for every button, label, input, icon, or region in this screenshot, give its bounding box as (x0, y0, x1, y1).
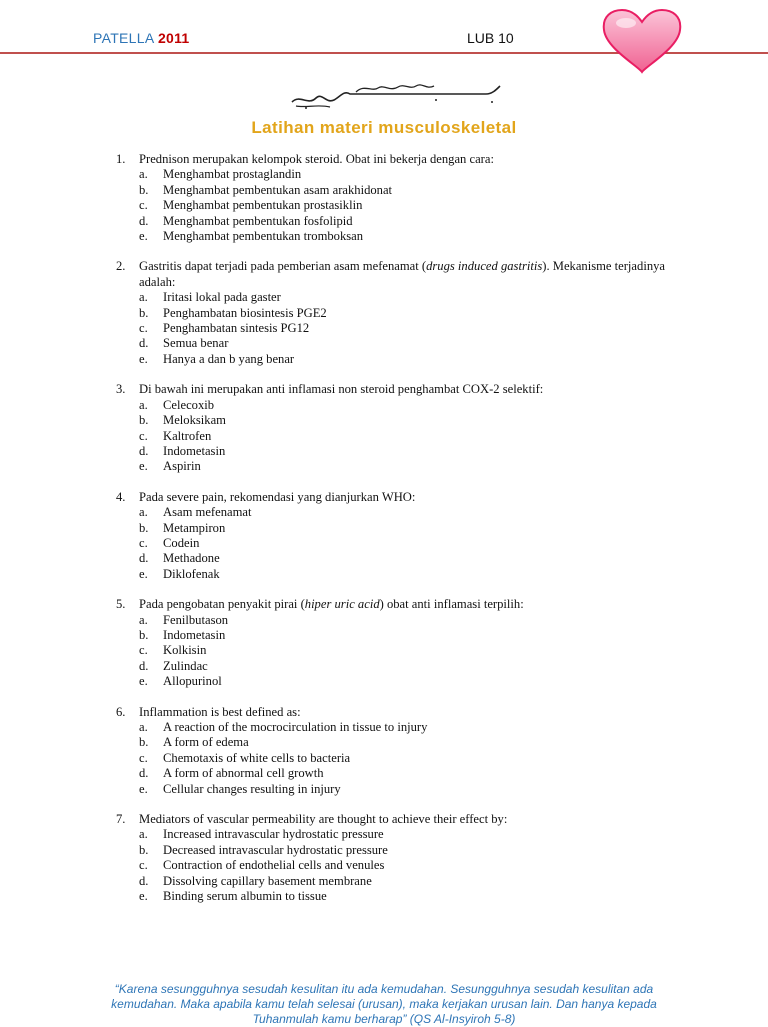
option-text: Zulindac (163, 658, 208, 673)
option-d (0, 551, 768, 566)
option-d (0, 214, 768, 229)
option-d (0, 444, 768, 459)
option-b (0, 735, 768, 750)
option-e (0, 352, 768, 367)
option-text: Cellular changes resulting in injury (163, 781, 341, 796)
option-letter: a. (139, 505, 148, 520)
option-letter: c. (139, 428, 148, 443)
question-6 (0, 705, 768, 797)
option-letter: a. (139, 827, 148, 842)
option-letter: d. (139, 658, 149, 673)
option-letter: c. (139, 198, 148, 213)
question-text (139, 259, 679, 290)
option-d (0, 874, 768, 889)
option-text: Decreased intravascular hydrostatic pressure (163, 842, 388, 857)
option-text: Aspirin (163, 459, 201, 474)
option-letter: e. (139, 674, 148, 689)
question-text-after: ) obat anti inflamasi terpilih: (379, 597, 524, 612)
option-letter: b. (139, 842, 149, 857)
option-e (0, 674, 768, 689)
option-a (0, 290, 768, 305)
option-text: Diklofenak (163, 566, 220, 581)
question-text: Inflammation is best defined as: (139, 704, 301, 719)
option-letter: e. (139, 781, 148, 796)
option-text: Metampiron (163, 520, 226, 535)
option-letter: c. (139, 321, 148, 336)
option-c (0, 751, 768, 766)
option-text: A reaction of the mocrocirculation in tissue to injury (163, 720, 428, 734)
option-letter: d. (139, 551, 149, 566)
option-e (0, 229, 768, 244)
footer-quote: “Karena sesungguhnya sesudah kesulitan itu ada kemudahan. Sesungguhnya sesudah kesulitan ada kemudahan. Maka apabila kamu telah selesai (urusan), maka kerjakan urusan lain. Dan hanya kepada Tuhanmulah kamu berharap” (QS Al-Insyiroh 5-8) (111, 982, 657, 1026)
option-text: Dissolving capillary basement membrane (163, 873, 372, 888)
option-list (0, 613, 768, 690)
option-text: Allopurinol (163, 674, 222, 689)
option-c (0, 429, 768, 444)
option-letter: c. (139, 535, 148, 550)
question-text: Di bawah ini merupakan anti inflamasi non steroid penghambat COX-2 selektif: (139, 382, 544, 397)
option-text: Fenilbutason (163, 612, 229, 627)
question-number: 6. (116, 704, 126, 719)
question-text (139, 597, 679, 612)
option-e (0, 459, 768, 474)
option-text: Indometasin (163, 443, 226, 458)
option-letter: e. (139, 566, 148, 581)
option-letter: d. (139, 213, 149, 228)
option-d (0, 336, 768, 351)
option-list (0, 167, 768, 244)
option-d (0, 766, 768, 781)
option-text: Chemotaxis of white cells to bacteria (163, 750, 351, 765)
option-letter: d. (139, 766, 149, 781)
option-letter: a. (139, 290, 148, 305)
question-list (0, 152, 768, 919)
option-e (0, 782, 768, 797)
option-e (0, 889, 768, 904)
option-a (0, 720, 768, 735)
option-text: Penghambatan sintesis PG12 (163, 321, 310, 336)
question-text: Pada severe pain, rekomendasi yang dianjurkan WHO: (139, 489, 416, 504)
question-5 (0, 597, 768, 689)
option-text: Menghambat pembentukan asam arakhidonat (163, 182, 393, 197)
option-text: Binding serum albumin to tissue (163, 889, 327, 904)
option-b (0, 843, 768, 858)
option-b (0, 521, 768, 536)
brand-name: PATELLA (93, 30, 154, 46)
question-number: 5. (116, 597, 126, 612)
question-text: Mediators of vascular permeability are thought to achieve their effect by: (139, 812, 508, 827)
option-letter: b. (139, 182, 149, 197)
question-number: 7. (116, 812, 126, 827)
question-text: Prednison merupakan kelompok steroid. Obat ini bekerja dengan cara: (139, 152, 494, 166)
question-number: 1. (116, 152, 126, 166)
option-text: Menghambat prostaglandin (163, 167, 302, 182)
option-c (0, 643, 768, 658)
option-list (0, 398, 768, 475)
option-a (0, 613, 768, 628)
option-c (0, 198, 768, 213)
option-letter: a. (139, 397, 148, 412)
option-a (0, 398, 768, 413)
option-letter: b. (139, 735, 149, 750)
option-b (0, 306, 768, 321)
option-text: Codein (163, 535, 200, 550)
question-number: 3. (116, 382, 126, 397)
option-text: Menghambat pembentukan prostasiklin (163, 198, 363, 213)
page-title: Latihan materi musculoskeletal (251, 118, 517, 137)
question-2 (0, 259, 768, 367)
option-letter: c. (139, 750, 148, 765)
option-letter: b. (139, 305, 149, 320)
option-a (0, 167, 768, 182)
option-letter: e. (139, 229, 148, 244)
question-number: 4. (116, 489, 126, 504)
question-text-before: Gastritis dapat terjadi pada pemberian asam mefenamat ( (139, 259, 427, 274)
question-number: 2. (116, 259, 126, 274)
option-a (0, 827, 768, 842)
heart-icon (598, 6, 686, 76)
option-text: Iritasi lokal pada gaster (163, 290, 281, 305)
option-text: Meloksikam (163, 413, 226, 428)
option-list (0, 505, 768, 582)
option-d (0, 659, 768, 674)
basmala-calligraphy (286, 80, 506, 110)
option-text: Kolkisin (163, 643, 207, 658)
question-3 (0, 382, 768, 474)
option-list (0, 827, 768, 904)
question-text-italic: hiper uric acid (304, 597, 380, 612)
option-text: Semua benar (163, 336, 229, 351)
option-text: Contraction of endothelial cells and venules (163, 858, 385, 873)
option-letter: c. (139, 643, 148, 658)
option-letter: e. (139, 889, 148, 904)
option-letter: d. (139, 443, 149, 458)
option-c (0, 858, 768, 873)
option-text: Celecoxib (163, 397, 215, 412)
option-letter: d. (139, 873, 149, 888)
brand-year: 2011 (157, 30, 190, 46)
option-b (0, 628, 768, 643)
option-text: A form of abnormal cell growth (163, 766, 324, 781)
question-text-after: ). Mekanisme terjadinya adalah: (139, 259, 665, 289)
question-text-before: Pada pengobatan penyakit pirai ( (139, 597, 305, 612)
option-text: Increased intravascular hydrostatic pressure (163, 827, 384, 842)
option-letter: c. (139, 858, 148, 873)
option-e (0, 567, 768, 582)
question-7 (0, 812, 768, 904)
option-text: Penghambatan biosintesis PGE2 (163, 305, 327, 320)
option-letter: a. (139, 612, 148, 627)
option-text: Kaltrofen (163, 428, 212, 443)
option-letter: a. (139, 720, 148, 734)
option-c (0, 536, 768, 551)
question-text-italic: drugs induced gastritis (426, 259, 543, 274)
option-letter: a. (139, 167, 148, 182)
option-text: Hanya a dan b yang benar (163, 351, 295, 366)
option-b (0, 183, 768, 198)
option-letter: b. (139, 520, 149, 535)
option-letter: e. (139, 351, 148, 366)
option-letter: b. (139, 413, 149, 428)
option-letter: b. (139, 627, 149, 642)
option-letter: e. (139, 459, 148, 474)
page-header (0, 0, 768, 56)
option-text: Indometasin (163, 627, 226, 642)
option-letter: d. (139, 336, 149, 351)
option-text: Asam mefenamat (163, 505, 252, 520)
question-1 (0, 152, 768, 244)
option-c (0, 321, 768, 336)
option-text: A form of edema (163, 735, 249, 750)
question-4 (0, 490, 768, 582)
brand (93, 30, 190, 46)
document-code: LUB 10 (467, 30, 514, 46)
option-list (0, 290, 768, 367)
option-text: Methadone (163, 551, 220, 566)
option-text: Menghambat pembentukan fosfolipid (163, 213, 353, 228)
option-b (0, 413, 768, 428)
option-text: Menghambat pembentukan tromboksan (163, 229, 364, 244)
option-a (0, 505, 768, 520)
option-list (0, 720, 768, 797)
